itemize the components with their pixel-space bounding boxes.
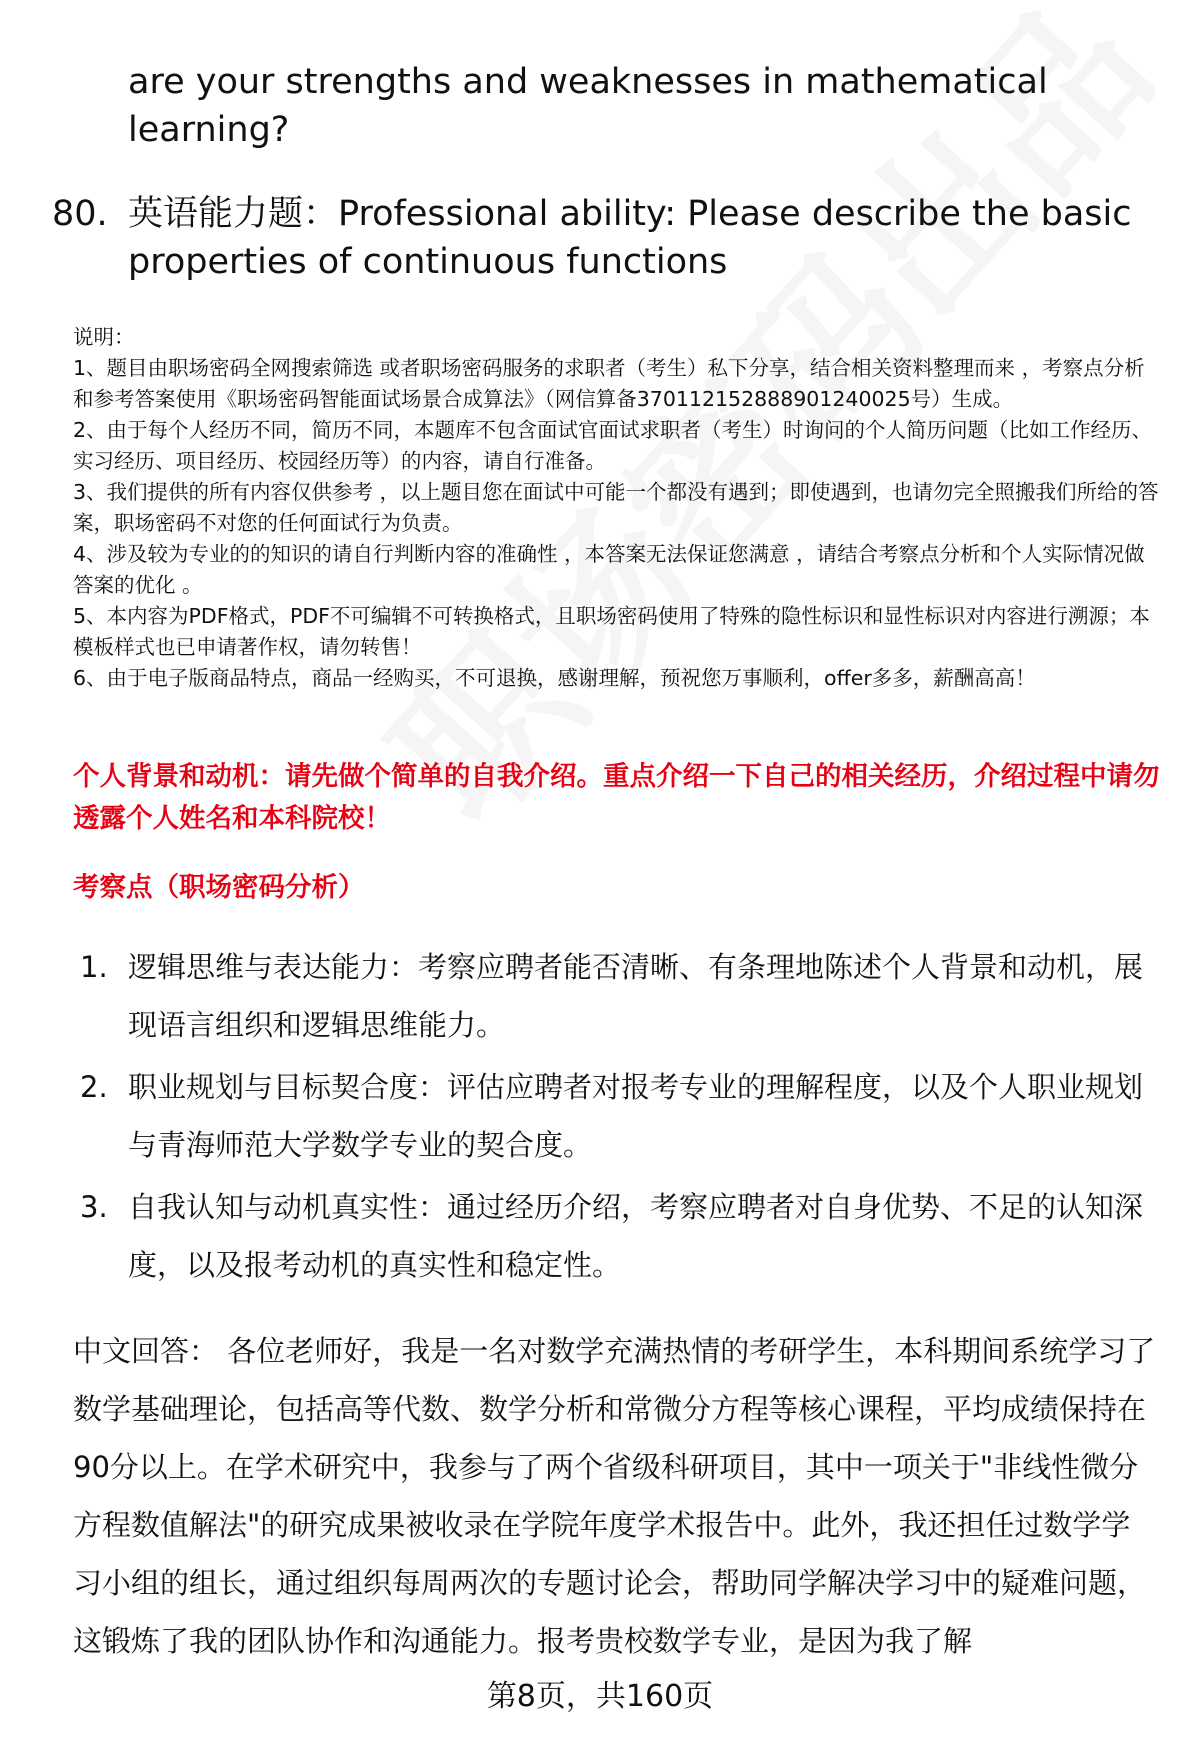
notes-block [73, 322, 1163, 694]
analysis-point [80, 1178, 1150, 1294]
question-text: 英语能力题：Professional ability: Please describe the basic properties of continuous functions [128, 194, 1132, 282]
section-heading: 个人背景和动机：请先做个简单的自我介绍。重点介绍一下自己的相关经历，介绍过程中请勿透露个人姓名和本科院校！ [73, 761, 1160, 834]
page-footer: 第8页，共160页 [486, 1679, 714, 1714]
note-item: 4、涉及较为专业的的知识的请自行判断内容的准确性 ，本答案无法保证您满意 ，请结合考察点分析和个人实际情况做答案的优化 。 [73, 542, 1145, 597]
chinese-answer: 中文回答： 各位老师好，我是一名对数学充满热情的考研学生，本科期间系统学习了数学基础理论，包括高等代数、数学分析和常微分方程等核心课程，平均成绩保持在90分以上。在学术研究中，我参与了两个省级科研项目，其中一项关于"非线性微分方程数值解法"的研究成果被收录在学院年度学术报告中。此外，我还担任过数学学习小组的组长，通过组织每周两次的专题讨论会，帮助同学解决学习中的疑难问题，这锻炼了我的团队协作和沟通能力。报考贵校数学专业，是因为我了解 [73, 1334, 1156, 1658]
note-item: 2、由于每个人经历不同，简历不同，本题库不包含面试官面试求职者（考生）时询问的个人简历问题（比如工作经历、实习经历、项目经历、校园经历等）的内容，请自行准备。 [73, 418, 1153, 473]
point-number: 2. [80, 1070, 108, 1104]
analysis-point [80, 1058, 1150, 1174]
point-text: 逻辑思维与表达能力：考察应聘者能否清晰、有条理地陈述个人背景和动机，展现语言组织和逻辑思维能力。 [128, 950, 1144, 1042]
note-item: 6、由于电子版商品特点，商品一经购买，不可退换，感谢理解，预祝您万事顺利，offer多多，薪酬高高！ [73, 666, 1036, 690]
point-number: 1. [80, 950, 108, 984]
analysis-point [80, 938, 1150, 1054]
point-text: 职业规划与目标契合度：评估应聘者对报考专业的理解程度，以及个人职业规划与青海师范大学数学专业的契合度。 [128, 1070, 1144, 1162]
point-number: 3. [80, 1190, 108, 1224]
notes-title: 说明： [73, 325, 135, 349]
note-item: 5、本内容为PDF格式，PDF不可编辑不可转换格式，且职场密码使用了特殊的隐性标识和显性标识对内容进行溯源；本模板样式也已申请著作权，请勿转售！ [73, 604, 1150, 659]
note-item: 1、题目由职场密码全网搜索筛选 或者职场密码服务的求职者（考生）私下分享，结合相关资料整理而来 ，考察点分析和参考答案使用《职场密码智能面试场景合成算法》（网信算备370112152888901240025号）生成。 [73, 356, 1145, 411]
analysis-points [80, 938, 1150, 1298]
question-continuation: are your strengths and weaknesses in mathematical learning? [128, 62, 1048, 150]
analysis-title: 考察点（职场密码分析） [73, 872, 365, 903]
question-80 [52, 190, 1132, 286]
note-item: 3、我们提供的所有内容仅供参考 ，以上题目您在面试中可能一个都没有遇到；即使遇到，也请勿完全照搬我们所给的答案，职场密码不对您的任何面试行为负责。 [73, 480, 1159, 535]
question-number: 80. [52, 194, 108, 234]
point-text: 自我认知与动机真实性：通过经历介绍，考察应聘者对自身优势、不足的认知深度，以及报考动机的真实性和稳定性。 [128, 1190, 1144, 1282]
